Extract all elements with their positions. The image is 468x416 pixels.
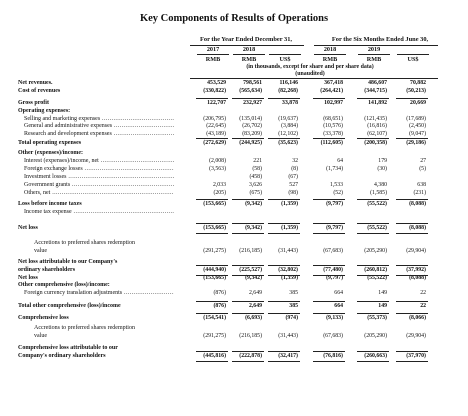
header-currency: US$	[279, 56, 291, 63]
row-value: 33,878	[282, 100, 298, 106]
total-rule	[357, 138, 389, 139]
row-value: (43,189)	[206, 131, 226, 137]
row-label: Gross profit	[18, 100, 49, 106]
row-value: (291,275)	[203, 333, 226, 339]
row-label: Cost of revenues	[18, 88, 61, 94]
total-rule	[268, 313, 300, 314]
total-rule	[232, 265, 264, 266]
total-rule	[357, 98, 389, 99]
row-value: 149	[378, 290, 387, 296]
total-rule	[232, 199, 264, 200]
row-value: 367,418	[324, 80, 343, 86]
row-value: (112,605)	[320, 140, 343, 146]
row-value: 453,529	[207, 80, 226, 86]
row-value: (9,342)	[245, 225, 262, 231]
row-value: (222,878)	[239, 353, 262, 359]
row-value: 638	[417, 182, 426, 188]
row-value: (16,816)	[367, 123, 387, 129]
underline-rule	[268, 275, 300, 276]
total-rule	[196, 351, 228, 352]
row-value: (31,443)	[278, 248, 298, 254]
row-value: 70,882	[410, 80, 426, 86]
row-value: (35,623)	[278, 140, 298, 146]
row-value: 486,607	[368, 80, 387, 86]
row-value: (83,209)	[242, 131, 262, 137]
header-year-rule	[358, 54, 390, 55]
total-rule	[396, 98, 428, 99]
total-rule	[268, 223, 300, 224]
row-label: Net loss	[18, 225, 38, 231]
row-value: 22	[420, 303, 426, 309]
row-value: 102,997	[324, 100, 343, 106]
row-value: 232,927	[243, 100, 262, 106]
underline-rule	[357, 233, 389, 234]
row-label: Total operating expenses	[18, 140, 82, 146]
row-value: (58)	[252, 166, 262, 172]
row-value: 3,626	[248, 182, 262, 188]
row-value: (37,992)	[406, 267, 426, 273]
row-value: 22	[420, 290, 426, 296]
row-value: 149	[378, 303, 387, 309]
row-value: 179	[378, 158, 387, 164]
total-rule	[396, 199, 428, 200]
total-rule	[396, 138, 428, 139]
row-label: Income tax expense .....	[24, 208, 174, 216]
total-rule	[268, 265, 300, 266]
total-rule	[196, 265, 228, 266]
header-year-rule	[397, 54, 429, 55]
total-rule	[313, 301, 345, 302]
row-value: (121,435)	[364, 116, 387, 122]
row-value: (260,663)	[364, 353, 387, 359]
row-value: (1,585)	[370, 190, 387, 196]
total-rule	[396, 313, 428, 314]
row-value: (29,904)	[406, 248, 426, 254]
row-value: 2,649	[248, 303, 262, 309]
total-rule	[357, 199, 389, 200]
underline-rule	[268, 361, 300, 362]
row-label: Accretions to preferred shares redemption	[34, 240, 135, 246]
underline-rule	[357, 361, 389, 362]
total-rule	[232, 351, 264, 352]
row-value: (55,522)	[367, 201, 387, 207]
row-label: Others, net .....	[24, 189, 174, 197]
row-value: (153,665)	[203, 201, 226, 207]
header-year: 2018	[323, 46, 337, 53]
total-rule	[357, 223, 389, 224]
total-rule	[313, 199, 345, 200]
header-year: 2018	[242, 46, 256, 53]
row-value: (19,637)	[278, 116, 298, 122]
header-year-rule	[314, 54, 346, 55]
total-rule	[313, 351, 345, 352]
header-group-six-months: For the Six Months Ended June 30,	[331, 36, 429, 43]
row-value: (67,683)	[323, 333, 343, 339]
row-value: 2,033	[212, 182, 226, 188]
row-value: 1,533	[329, 182, 343, 188]
row-value: (445,816)	[203, 353, 226, 359]
row-label: Other (expenses)/income:	[18, 150, 84, 156]
row-value: (9,797)	[326, 275, 343, 281]
underline-rule	[268, 233, 300, 234]
total-rule	[268, 301, 300, 302]
underline-rule	[396, 275, 428, 276]
row-value: 2,649	[248, 290, 262, 296]
total-rule	[268, 199, 300, 200]
row-value: (37,970)	[406, 353, 426, 359]
total-rule	[313, 138, 345, 139]
row-value: (876)	[213, 303, 226, 309]
row-value: (200,358)	[364, 140, 387, 146]
row-value: (1,734)	[326, 166, 343, 172]
header-year: 2019	[367, 46, 381, 53]
header-currency: RMB	[205, 56, 221, 63]
row-label: General and administrative expenses .....	[24, 122, 174, 130]
row-value: (154,541)	[203, 315, 226, 321]
page-title: Key Components of Results of Operations	[139, 13, 329, 24]
row-value: 385	[289, 303, 298, 309]
row-label: Company's ordinary shareholders	[18, 353, 106, 359]
underline-rule	[313, 275, 345, 276]
total-rule	[232, 313, 264, 314]
row-value: (52)	[333, 190, 343, 196]
row-value: (2,008)	[209, 158, 226, 164]
row-value: 32	[292, 158, 298, 164]
row-label: Operating expenses:	[18, 108, 71, 114]
row-value: (9,797)	[326, 201, 343, 207]
row-value: (62,107)	[367, 131, 387, 137]
row-value: 27	[420, 158, 426, 164]
total-rule	[357, 351, 389, 352]
row-value: (444,940)	[203, 267, 226, 273]
row-value: (205,290)	[364, 333, 387, 339]
row-label: Government grants .....	[24, 181, 174, 189]
row-label: Foreign exchange losses .....	[24, 165, 174, 173]
header-currency: US$	[407, 56, 419, 63]
underline-rule	[396, 361, 428, 362]
total-rule	[396, 223, 428, 224]
row-value: (9,342)	[245, 275, 262, 281]
row-value: (17,689)	[406, 116, 426, 122]
row-value: (153,665)	[203, 275, 226, 281]
row-value: (32,802)	[278, 267, 298, 273]
row-value: (344,715)	[364, 88, 387, 94]
row-value: 664	[334, 303, 343, 309]
row-value: 527	[289, 182, 298, 188]
total-rule	[357, 313, 389, 314]
total-rule	[196, 138, 228, 139]
row-label: Net loss attributable to our Company's	[18, 259, 118, 265]
underline-rule	[396, 233, 428, 234]
row-value: (565,634)	[239, 88, 262, 94]
total-rule	[396, 265, 428, 266]
total-rule	[268, 351, 300, 352]
total-rule	[232, 301, 264, 302]
row-label: Loss before income taxes	[18, 201, 82, 207]
header-year-rule	[233, 54, 265, 55]
total-rule	[313, 98, 345, 99]
total-rule	[313, 313, 345, 314]
header-currency: RMB	[241, 56, 257, 63]
row-value: (29,904)	[406, 333, 426, 339]
row-value: (67)	[288, 174, 298, 180]
row-label: Net revenues.	[18, 80, 53, 86]
underline-rule	[357, 275, 389, 276]
total-rule	[313, 265, 345, 266]
row-value: 664	[334, 290, 343, 296]
row-value: (3,563)	[209, 166, 226, 172]
row-value: (876)	[213, 290, 226, 296]
row-value: (33,378)	[323, 131, 343, 137]
header-currency: RMB	[366, 56, 382, 63]
total-rule	[268, 138, 300, 139]
row-value: (135,014)	[239, 116, 262, 122]
row-value: (244,925)	[239, 140, 262, 146]
row-value: (974)	[285, 315, 298, 321]
underline-rule	[196, 275, 228, 276]
row-value: (9,342)	[245, 201, 262, 207]
row-value: (55,522)	[367, 275, 387, 281]
row-value: (68,651)	[323, 116, 343, 122]
row-label: Total other comprehensive (loss)/income	[18, 303, 121, 309]
row-value: (216,185)	[239, 333, 262, 339]
row-value: (225,527)	[239, 267, 262, 273]
row-value: 141,892	[368, 100, 387, 106]
row-label: value	[34, 248, 47, 254]
row-value: (291,275)	[203, 248, 226, 254]
row-value: (205,290)	[364, 248, 387, 254]
underline-rule	[313, 361, 345, 362]
header-year-rule	[197, 54, 229, 55]
row-value: (216,185)	[239, 248, 262, 254]
row-value: (55,373)	[367, 315, 387, 321]
total-rule	[196, 98, 228, 99]
row-label: Comprehensive loss attributable to our	[18, 345, 118, 351]
row-value: (76,816)	[323, 353, 343, 359]
row-value: (30)	[377, 166, 387, 172]
row-value: (10,576)	[323, 123, 343, 129]
row-value: (55,522)	[367, 225, 387, 231]
row-value: (22,645)	[206, 123, 226, 129]
row-value: 385	[289, 290, 298, 296]
row-value: (8,088)	[409, 225, 426, 231]
row-value: (3,884)	[281, 123, 298, 129]
row-value: (9,133)	[326, 315, 343, 321]
total-rule	[396, 301, 428, 302]
total-rule	[196, 223, 228, 224]
row-value: (26,702)	[242, 123, 262, 129]
row-value: 4,380	[373, 182, 387, 188]
row-value: 798,561	[243, 80, 262, 86]
row-value: (1,359)	[281, 275, 298, 281]
row-value: 20,669	[410, 100, 426, 106]
total-rule	[196, 199, 228, 200]
row-label: Net loss	[18, 275, 38, 281]
row-value: (77,480)	[323, 267, 343, 273]
row-value: (675)	[249, 190, 262, 196]
row-value: (6,693)	[245, 315, 262, 321]
underline-rule	[196, 233, 228, 234]
total-rule	[232, 138, 264, 139]
header-currency: RMB	[322, 56, 338, 63]
header-units-line2: (unaudited)	[295, 71, 325, 77]
row-label: ordinary shareholders	[18, 267, 76, 273]
row-value: (330,822)	[203, 88, 226, 94]
total-rule	[196, 301, 228, 302]
row-value: (9,047)	[409, 131, 426, 137]
row-value: 122,707	[207, 100, 226, 106]
total-rule	[396, 351, 428, 352]
row-value: (264,421)	[320, 88, 343, 94]
row-label: value	[34, 333, 47, 339]
row-value: (50,213)	[406, 88, 426, 94]
row-label: Other comprehensive (loss)/income:	[18, 282, 110, 288]
row-label: Interest (expenses)/income, net .....	[24, 157, 174, 165]
row-value: (8,088)	[409, 201, 426, 207]
row-value: (8,066)	[409, 315, 426, 321]
row-value: 64	[337, 158, 343, 164]
row-value: (9,797)	[326, 225, 343, 231]
total-rule	[196, 313, 228, 314]
row-label: Comprehensive loss	[18, 315, 69, 321]
underline-rule	[232, 361, 264, 362]
underline-rule	[232, 233, 264, 234]
underline-rule	[232, 275, 264, 276]
row-value: (2,450)	[409, 123, 426, 129]
row-label: Research and development expenses .....	[24, 130, 174, 138]
row-value: (67,683)	[323, 248, 343, 254]
row-label: Foreign currency translation adjustments .....	[24, 289, 174, 297]
row-value: (1,359)	[281, 225, 298, 231]
row-label: Selling and marketing expenses .....	[24, 115, 174, 123]
total-rule	[232, 223, 264, 224]
underline-rule	[313, 233, 345, 234]
row-value: 116,146	[279, 80, 298, 86]
row-value: (458)	[249, 174, 262, 180]
total-rule	[357, 265, 389, 266]
row-value: (31,443)	[278, 333, 298, 339]
row-value: (272,629)	[203, 140, 226, 146]
row-value: (98)	[288, 190, 298, 196]
row-value: (29,186)	[406, 140, 426, 146]
header-year-rule	[269, 54, 301, 55]
row-value: (5)	[419, 166, 426, 172]
row-value: (1,359)	[281, 201, 298, 207]
total-rule	[313, 223, 345, 224]
row-label: Investment losses .....	[24, 173, 174, 181]
row-value: (206,795)	[203, 116, 226, 122]
row-value: (32,417)	[278, 353, 298, 359]
row-value: (8)	[291, 166, 298, 172]
row-value: (205)	[213, 190, 226, 196]
row-value: (12,102)	[278, 131, 298, 137]
header-units-line1: (in thousands, except for share and per share data)	[246, 64, 374, 70]
row-value: (260,812)	[364, 267, 387, 273]
row-label: Accretions to preferred shares redemption	[34, 325, 135, 331]
row-value: (8,088)	[409, 275, 426, 281]
underline-rule	[196, 361, 228, 362]
row-value: 221	[253, 158, 262, 164]
total-rule	[357, 301, 389, 302]
row-value: (153,665)	[203, 225, 226, 231]
row-value: (231)	[413, 190, 426, 196]
row-value: (82,268)	[278, 88, 298, 94]
header-year: 2017	[206, 46, 220, 53]
total-rule	[232, 98, 264, 99]
header-group-year: For the Year Ended December 31,	[199, 36, 293, 43]
total-rule	[268, 98, 300, 99]
